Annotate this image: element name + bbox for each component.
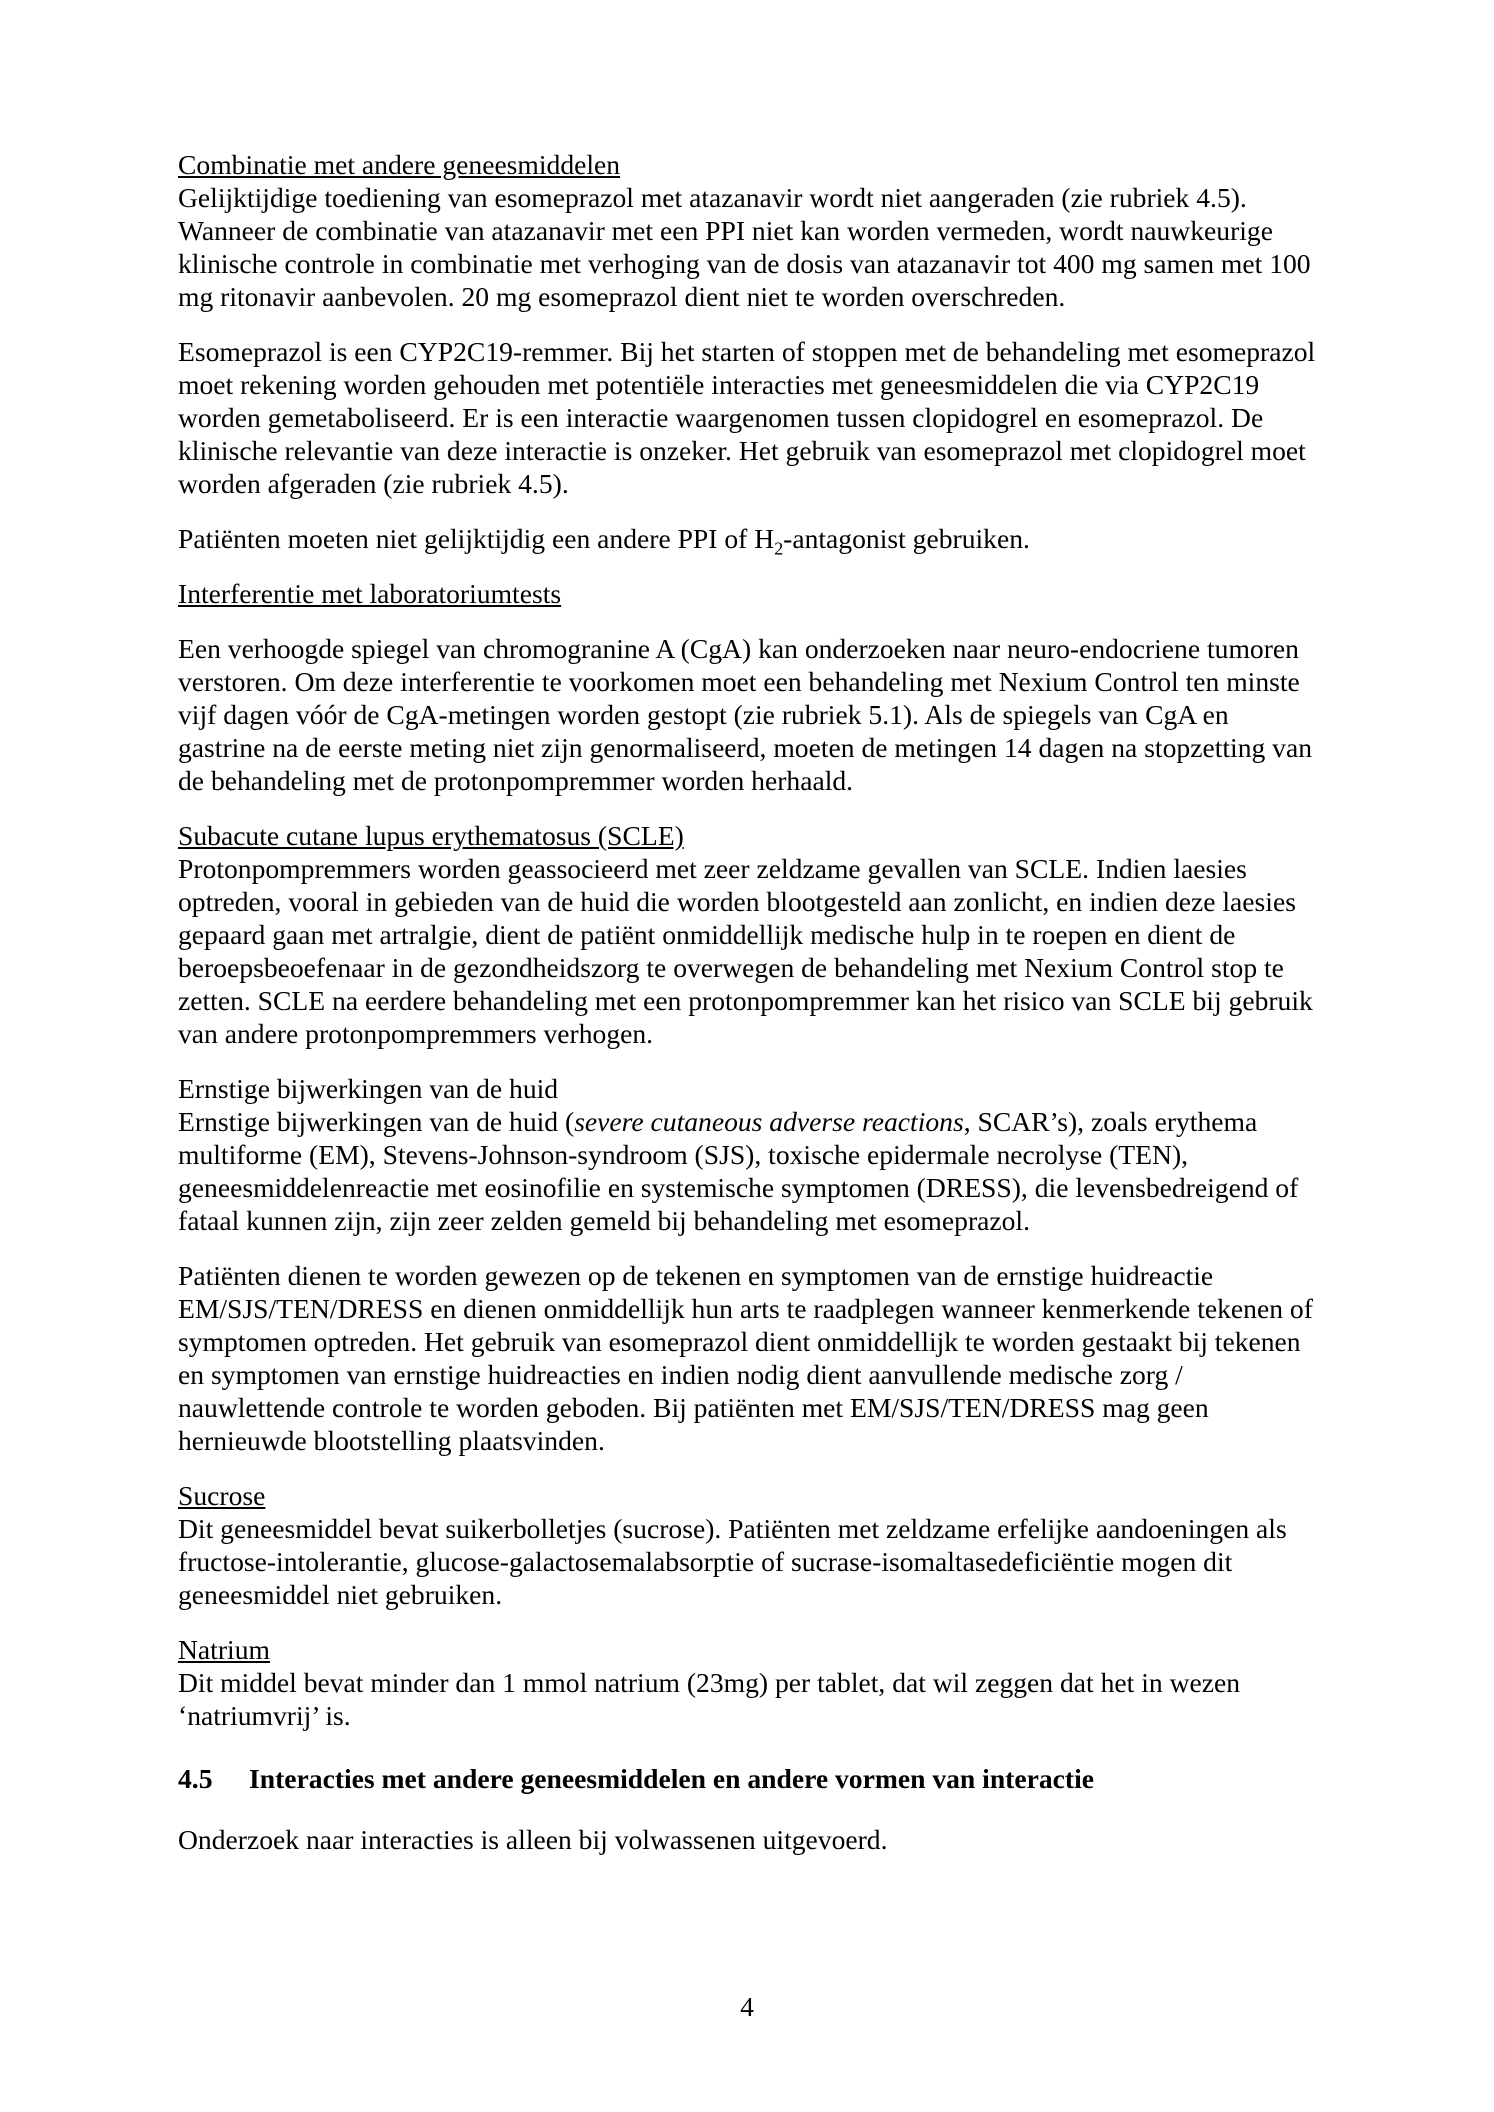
- spacer: [178, 1237, 1318, 1259]
- paragraph-scar-advies: Patiënten dienen te worden gewezen op de tekenen en symptomen van de ernstige huidreactie EM/SJS/TEN/DRESS en dienen onmiddellijk hun arts te raadplegen wanneer kenmerkende tekenen of symptomen optreden. Het gebruik van esomeprazol dient onmiddellijk te worden gestaakt bij tekenen en symptomen van ernstige huidreacties en indien nodig dient aanvullende medische zorg / nauwlettende controle te worden geboden. Bij patiënten met EM/SJS/TEN/DRESS mag geen hernieuwde blootstelling plaatsvinden.: [178, 1260, 1313, 1456]
- spacer: [178, 1795, 1318, 1823]
- paragraph-interactie-onderzoek: Onderzoek naar interacties is alleen bij volwassenen uitgevoerd.: [178, 1824, 888, 1855]
- ppi-h2-text-after: -antagonist gebruiken.: [783, 523, 1030, 554]
- section-number: 4.5: [178, 1763, 213, 1794]
- section-heading-sucrose: Sucrose: [178, 1480, 266, 1511]
- section-heading-combinatie: Combinatie met andere geneesmiddelen: [178, 149, 621, 180]
- scar-text-before: Ernstige bijwerkingen van de huid (: [178, 1106, 575, 1137]
- spacer: [178, 313, 1318, 335]
- ppi-h2-text-before: Patiënten moeten niet gelijktijdig een andere PPI of H: [178, 523, 775, 554]
- spacer: [178, 1611, 1318, 1633]
- paragraph-scar: [178, 1105, 1318, 1237]
- paragraph-combinatie: Gelijktijdige toediening van esomeprazol met atazanavir wordt niet aangeraden (zie rubriek 4.5). Wanneer de combinatie van atazanavir met een PPI niet kan worden vermeden, wordt nauwkeurige klinische controle in combinatie met verhoging van de dosis van atazanavir tot 400 mg samen met 100 mg ritonavir aanbevolen. 20 mg esomeprazol dient niet te worden overschreden.: [178, 182, 1311, 312]
- paragraph-interferentie: Een verhoogde spiegel van chromogranine A (CgA) kan onderzoeken naar neuro-endocriene tumoren verstoren. Om deze interferentie te voorkomen moet een behandeling met Nexium Control ten minste vijf dagen vóór de CgA-metingen worden gestopt (zie rubriek 5.1). Als de spiegels van CgA en gastrine na de eerste meting niet zijn genormaliseerd, moeten de metingen 14 dagen na stopzetting van de behandeling met de protonpompremmer worden herhaald.: [178, 633, 1313, 796]
- paragraph-sucrose: Dit geneesmiddel bevat suikerbolletjes (sucrose). Patiënten met zeldzame erfelijke aandoeningen als fructose-intolerantie, glucose-galactosemalabsorptie of sucrase-isomaltasedeficiëntie mogen dit geneesmiddel niet gebruiken.: [178, 1513, 1287, 1610]
- paragraph-natrium: Dit middel bevat minder dan 1 mmol natrium (23mg) per tablet, dat wil zeggen dat het in wezen ‘natriumvrij’ is.: [178, 1667, 1241, 1731]
- spacer: [178, 1457, 1318, 1479]
- section-heading-ernstige-bijwerkingen: Ernstige bijwerkingen van de huid: [178, 1073, 559, 1104]
- spacer: [178, 1050, 1318, 1072]
- paragraph-cyp2c19: Esomeprazol is een CYP2C19-remmer. Bij het starten of stoppen met de behandeling met esomeprazol moet rekening worden gehouden met potentiële interacties met geneesmiddelen die via CYP2C19 worden gemetaboliseerd. Er is een interactie waargenomen tussen clopidogrel en esomeprazol. De klinische relevantie van deze interactie is onzeker. Het gebruik van esomeprazol met clopidogrel moet worden afgeraden (zie rubriek 4.5).: [178, 336, 1316, 499]
- scar-italic-phrase: severe cutaneous adverse reactions: [574, 1106, 964, 1137]
- spacer: [178, 555, 1318, 577]
- page-number: 4: [740, 1991, 754, 2022]
- spacer: [178, 500, 1318, 522]
- paragraph-scle: Protonpompremmers worden geassocieerd met zeer zeldzame gevallen van SCLE. Indien laesies optreden, vooral in gebieden van de huid die worden blootgesteld aan zonlicht, en indien deze laesies gepaard gaan met artralgie, dient de patiënt onmiddellijk medische hulp in te roepen en dient de beroepsbeoefenaar in de gezondheidszorg te overwegen de behandeling met Nexium Control stop te zetten. SCLE na eerdere behandeling met een protonpompremmer kan het risico van SCLE bij gebruik van andere protonpompremmers verhogen.: [178, 853, 1313, 1049]
- scar-text-after: , SCAR’s), zoals erythema multiforme (EM), Stevens-Johnson-syndroom (SJS), toxische epidermale necrolyse (TEN), geneesmiddelenreactie met eosinofilie en systemische symptomen (DRESS), die levensbedreigend of fataal kunnen zijn, zijn zeer zelden gemeld bij behandeling met esomeprazol.: [178, 1106, 1299, 1236]
- section-heading-natrium: Natrium: [178, 1634, 270, 1665]
- spacer: [178, 1732, 1318, 1762]
- section-title: Interacties met andere geneesmiddelen en andere vormen van interactie: [249, 1763, 1095, 1794]
- spacer: [178, 610, 1318, 632]
- document-content: [178, 148, 1318, 1856]
- spacer: [178, 797, 1318, 819]
- paragraph-ppi-h2-antagonist: [178, 522, 1318, 559]
- section-heading-interferentie: Interferentie met laboratoriumtests: [178, 578, 562, 609]
- section-heading-4-5: [178, 1762, 1318, 1795]
- h2-subscript: 2: [774, 538, 784, 559]
- section-heading-scle: Subacute cutane lupus erythematosus (SCLE): [178, 820, 684, 851]
